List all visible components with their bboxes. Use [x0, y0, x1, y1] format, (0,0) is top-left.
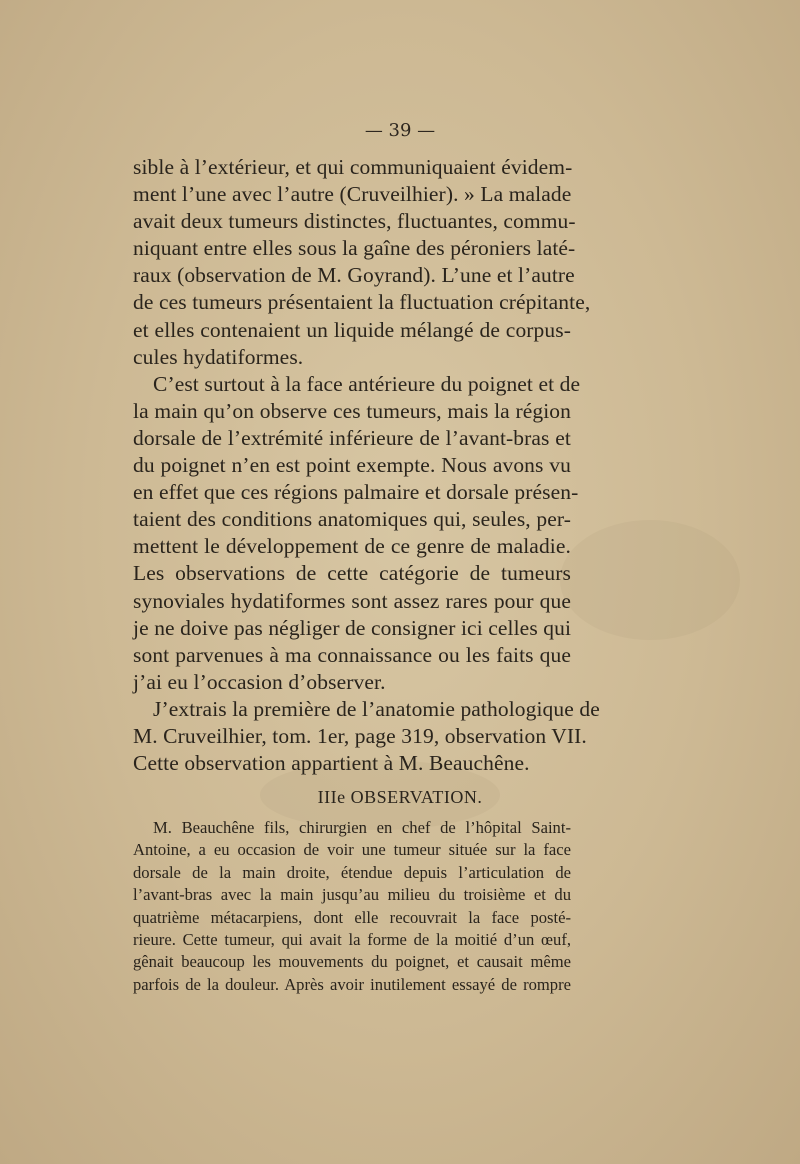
observation-line: parfois de la douleur. Après avoir inutilement essayé de rompre: [133, 974, 571, 994]
paper-stain: [560, 520, 740, 640]
text-line: niquant entre elles sous la gaîne des péroniers laté-: [133, 236, 576, 261]
text-line: j’ai eu l’occasion d’observer.: [133, 669, 386, 694]
text-line: C’est surtout à la face antérieure du poignet et de: [153, 371, 581, 396]
text-line: avait deux tumeurs distinctes, fluctuantes, commu-: [133, 209, 576, 234]
text-line: du poignet n’en est point exempte. Nous avons vu: [133, 453, 571, 478]
text-line: ment l’une avec l’autre (Cruveilhier). » La malade: [133, 182, 572, 207]
text-line: raux (observation de M. Goyrand). L’une et l’autre: [133, 263, 575, 288]
text-line: la main qu’on observe ces tumeurs, mais la région: [133, 398, 571, 423]
observation-heading: [0, 787, 800, 808]
text-line: mettent le développement de ce genre de maladie.: [133, 534, 571, 559]
text-line: sible à l’extérieur, et qui communiquaient évidem-: [133, 155, 573, 179]
text-line: M. Cruveilhier, tom. 1er, page 319, observation VII.: [133, 723, 587, 748]
observation-line: l’avant-bras avec la main jusqu’au milieu du troisième et du: [133, 885, 571, 905]
observation-line: dorsale de la main droite, étendue depuis l’articulation de: [133, 862, 571, 882]
text-line: taient des conditions anatomiques qui, seules, per-: [133, 507, 571, 532]
text-line: et elles contenaient un liquide mélangé de corpus-: [133, 317, 571, 342]
text-line: je ne doive pas négliger de consigner ici celles qui: [133, 615, 572, 640]
observation-heading-text: IIIe OBSERVATION.: [317, 787, 483, 807]
observation-line: gênait beaucoup les mouvements du poignet, et causait même: [133, 952, 571, 972]
observation-line: Antoine, a eu occasion de voir une tumeur située sur la face: [133, 840, 571, 860]
observation-text: [133, 817, 571, 996]
text-line: Les observations de cette catégorie de tumeurs: [133, 561, 571, 586]
text-line: dorsale de l’extrémité inférieure de l’avant-bras et: [133, 425, 571, 450]
text-line: Cette observation appartient à M. Beauchêne.: [133, 751, 530, 776]
observation-line: rieure. Cette tumeur, qui avait la forme de la moitié d’un œuf,: [133, 930, 571, 950]
text-line: J’extrais la première de l’anatomie pathologique de: [153, 696, 600, 721]
observation-line: quatrième métacarpiens, dont elle recouvrait la face posté-: [133, 907, 571, 927]
page-number: — 39 —: [364, 120, 436, 141]
text-line: cules hydatiformes.: [133, 344, 304, 369]
text-line: sont parvenues à ma connaissance ou les faits que: [133, 642, 571, 667]
text-line: de ces tumeurs présentaient la fluctuation crépitante,: [133, 290, 591, 315]
observation-line: M. Beauchêne fils, chirurgien en chef de l’hôpital Saint-: [153, 818, 571, 837]
text-line: en effet que ces régions palmaire et dorsale présen-: [133, 480, 579, 505]
text-line: synoviales hydatiformes sont assez rares pour que: [133, 588, 571, 613]
main-text: [133, 154, 600, 777]
